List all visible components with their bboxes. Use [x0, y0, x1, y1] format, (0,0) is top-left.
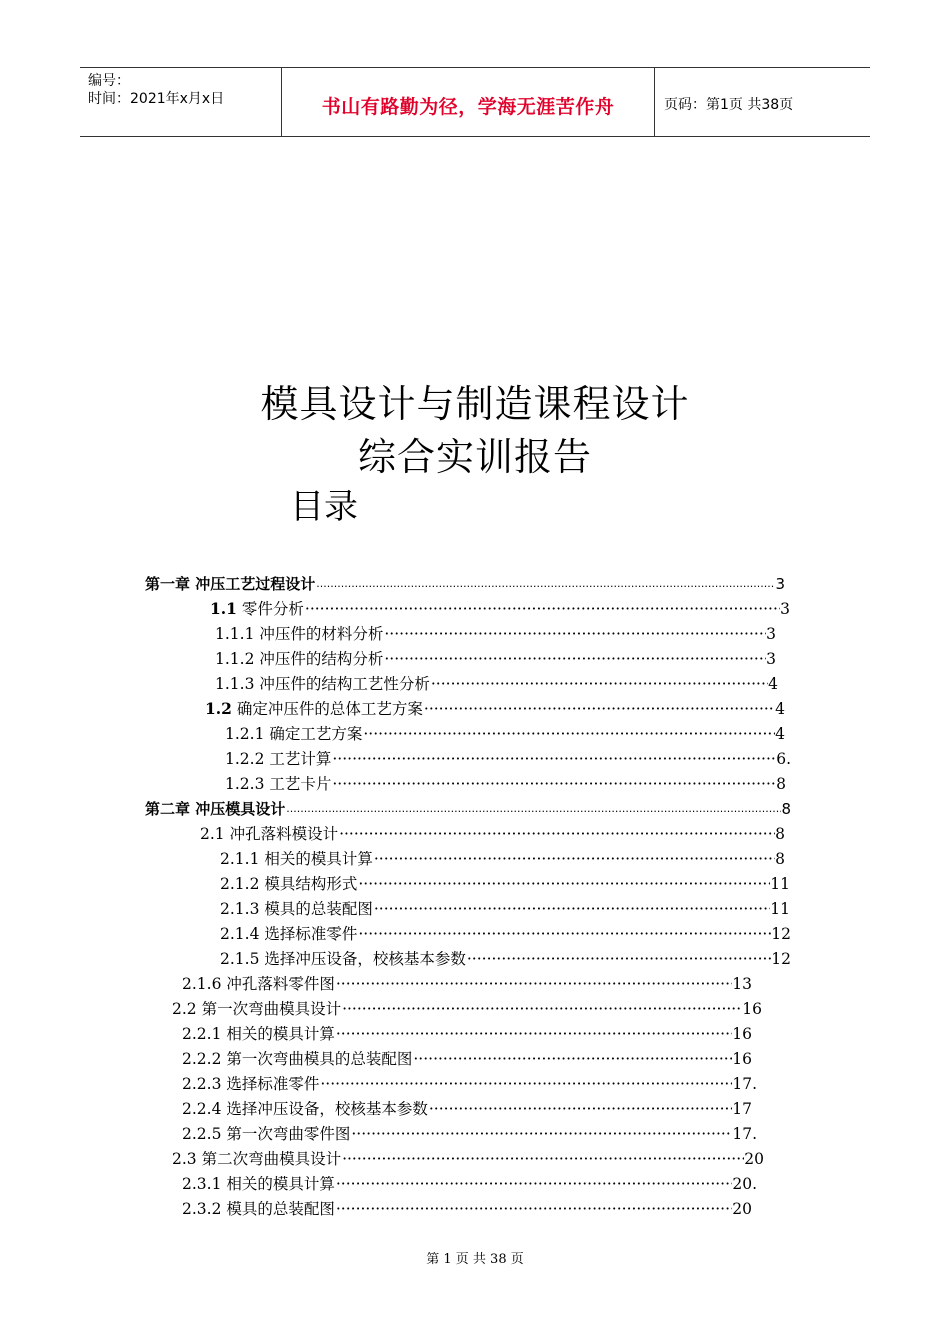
- toc-leader: [335, 1024, 732, 1044]
- page-header: [80, 67, 870, 137]
- toc-entry[interactable]: [145, 572, 785, 594]
- toc-entry[interactable]: [220, 947, 791, 969]
- toc-leader: [335, 1174, 732, 1194]
- toc-entry[interactable]: [182, 1122, 757, 1144]
- toc-entry-page: 20: [732, 1200, 752, 1218]
- toc-entry-page: 17: [732, 1100, 752, 1118]
- toc-entry-page: 16: [732, 1025, 752, 1043]
- toc-entry-page: 8: [775, 850, 785, 868]
- page-footer: 第 1 页 共 38 页: [426, 1252, 524, 1267]
- toc-entry-label: 2.3 第二次弯曲模具设计: [172, 1150, 342, 1168]
- toc-entry-page: 20.: [732, 1175, 757, 1193]
- toc-leader: [357, 874, 770, 894]
- toc-entry-label: 2.1.5 选择冲压设备，校核基本参数: [220, 950, 466, 968]
- toc-leader: [331, 774, 776, 794]
- toc-entry-label: 零件分析: [236, 600, 304, 618]
- toc-entry[interactable]: [205, 697, 785, 719]
- toc-entry-label: 2.2.1 相关的模具计算: [182, 1025, 335, 1043]
- header-meta-cell: [80, 68, 280, 136]
- toc-entry-label: 1.1.2 冲压件的结构分析: [215, 650, 384, 668]
- toc-entry[interactable]: [215, 647, 776, 669]
- toc-entry-label: 1.1.3 冲压件的结构工艺性分析: [215, 675, 430, 693]
- toc-entry[interactable]: [172, 1147, 764, 1169]
- toc-entry-page: 6.: [776, 750, 791, 768]
- toc-entry[interactable]: [225, 772, 786, 794]
- toc-entry-label: 2.1.6 冲孔落料零件图: [182, 975, 335, 993]
- toc-leader: [341, 1149, 744, 1169]
- toc-entry-label: 2.1.4 选择标准零件: [220, 925, 358, 943]
- header-motto-cell: [281, 68, 655, 136]
- toc-entry-page: 3: [775, 575, 785, 593]
- toc-entry[interactable]: [220, 922, 791, 944]
- document-title-line2: 综合实训报告: [357, 435, 592, 479]
- toc-entry-page: 11: [770, 900, 790, 918]
- toc-entry[interactable]: [225, 747, 791, 769]
- toc-leader: [383, 649, 766, 669]
- toc-leader: [341, 999, 742, 1019]
- toc-entry-label: 2.3.2 模具的总装配图: [182, 1200, 335, 1218]
- toc-entry-page: 11: [770, 875, 790, 893]
- toc-entry-page: 16: [732, 1050, 752, 1068]
- toc-leader: [430, 674, 768, 694]
- toc-leader: [383, 624, 766, 644]
- toc-entry-page: 12: [771, 925, 791, 943]
- toc-entry[interactable]: [182, 1197, 752, 1219]
- toc-entry[interactable]: [215, 672, 778, 694]
- toc-leader: [357, 924, 771, 944]
- toc-leader: [335, 974, 732, 994]
- toc-entry-page: 8: [781, 800, 791, 818]
- toc-leader: [319, 1074, 732, 1094]
- toc-entry[interactable]: [182, 1022, 752, 1044]
- toc-entry-label: 2.1.2 模具结构形式: [220, 875, 358, 893]
- toc-entry-label: 第二章 冲压模具设计: [145, 800, 286, 818]
- toc-entry-page: 8: [775, 825, 785, 843]
- toc-entry[interactable]: [182, 1072, 757, 1094]
- toc-entry-label: 2.2.5 第一次弯曲零件图: [182, 1125, 351, 1143]
- toc-entry-page: 16: [742, 1000, 762, 1018]
- toc-leader: [335, 1199, 732, 1219]
- toc-entry-label: 2.2.3 选择标准零件: [182, 1075, 320, 1093]
- toc-entry[interactable]: [210, 597, 790, 619]
- toc-leader: [466, 949, 771, 969]
- toc-leader: [338, 824, 775, 844]
- toc-entry-page: 17.: [732, 1075, 757, 1093]
- toc-entry[interactable]: [220, 872, 790, 894]
- toc-entry[interactable]: [182, 1047, 752, 1069]
- toc-entry[interactable]: [225, 722, 785, 744]
- toc-entry-label: 2.2.4 选择冲压设备，校核基本参数: [182, 1100, 428, 1118]
- toc-leader: [423, 699, 775, 719]
- toc-leader: [373, 849, 775, 869]
- toc-entry[interactable]: [200, 822, 785, 844]
- toc-entry-label: 确定冲压件的总体工艺方案: [231, 700, 423, 718]
- toc-entry-page: 3: [766, 650, 776, 668]
- toc-entry-page: 4: [775, 700, 785, 718]
- toc-entry-page: 4: [775, 725, 785, 743]
- toc-entry-label: 1.1.1 冲压件的材料分析: [215, 625, 384, 643]
- toc-entry-label: 2.1.3 模具的总装配图: [220, 900, 373, 918]
- toc-entry-label: 2.2 第一次弯曲模具设计: [172, 1000, 342, 1018]
- toc-entry[interactable]: [145, 797, 791, 819]
- toc-entry-page: 8: [776, 775, 786, 793]
- toc-entry[interactable]: [182, 1172, 757, 1194]
- toc-entry[interactable]: [215, 622, 776, 644]
- header-page-cell: [654, 68, 870, 136]
- toc-entry-label: 第一章 冲压工艺过程设计: [145, 575, 316, 593]
- toc-entry[interactable]: [172, 997, 762, 1019]
- toc-leader: [412, 1049, 732, 1069]
- toc-entry[interactable]: [220, 897, 790, 919]
- toc-entry-label: 1.2.2 工艺计算: [225, 750, 332, 768]
- toc-entry-label: 2.2.2 第一次弯曲模具的总装配图: [182, 1050, 413, 1068]
- toc-leader: [428, 1099, 732, 1119]
- toc-leader: [304, 599, 780, 619]
- toc-leader: [362, 724, 775, 744]
- toc-entry-page: 3: [780, 600, 790, 618]
- toc-entry[interactable]: [182, 1097, 752, 1119]
- page-info: 页码：第1页 共38页: [664, 97, 794, 113]
- document-title-line1: 模具设计与制造课程设计: [260, 382, 690, 426]
- toc-entry-page: 17.: [732, 1125, 757, 1143]
- toc-entry-label: 2.1 冲孔落料模设计: [200, 825, 339, 843]
- toc-leader: [285, 797, 781, 819]
- toc-leader: [331, 749, 776, 769]
- time-label: 时间：2021年x月x日: [88, 91, 225, 107]
- toc-entry-label: 2.1.1 相关的模具计算: [220, 850, 373, 868]
- toc-entry-page: 4: [768, 675, 778, 693]
- toc-entry-page: 13: [732, 975, 752, 993]
- toc-entry-label: 2.3.1 相关的模具计算: [182, 1175, 335, 1193]
- toc-entry[interactable]: [182, 972, 752, 994]
- toc-entry-number: 1.2: [205, 699, 232, 718]
- toc-leader: [350, 1124, 732, 1144]
- toc-entry-label: 1.2.1 确定工艺方案: [225, 725, 363, 743]
- toc-leader: [373, 899, 770, 919]
- motto-text: 书山有路勤为径，学海无涯苦作舟: [321, 96, 615, 118]
- toc-entry-label: 1.2.3 工艺卡片: [225, 775, 332, 793]
- toc-entry-number: 1.1: [210, 599, 237, 618]
- toc-entry-page: 3: [766, 625, 776, 643]
- toc-leader: [315, 572, 775, 594]
- toc-entry-page: 20: [744, 1150, 764, 1168]
- code-label: 编号：: [88, 73, 130, 89]
- toc-entry-page: 12: [771, 950, 791, 968]
- toc-heading: 目录: [290, 487, 358, 527]
- toc-entry[interactable]: [220, 847, 785, 869]
